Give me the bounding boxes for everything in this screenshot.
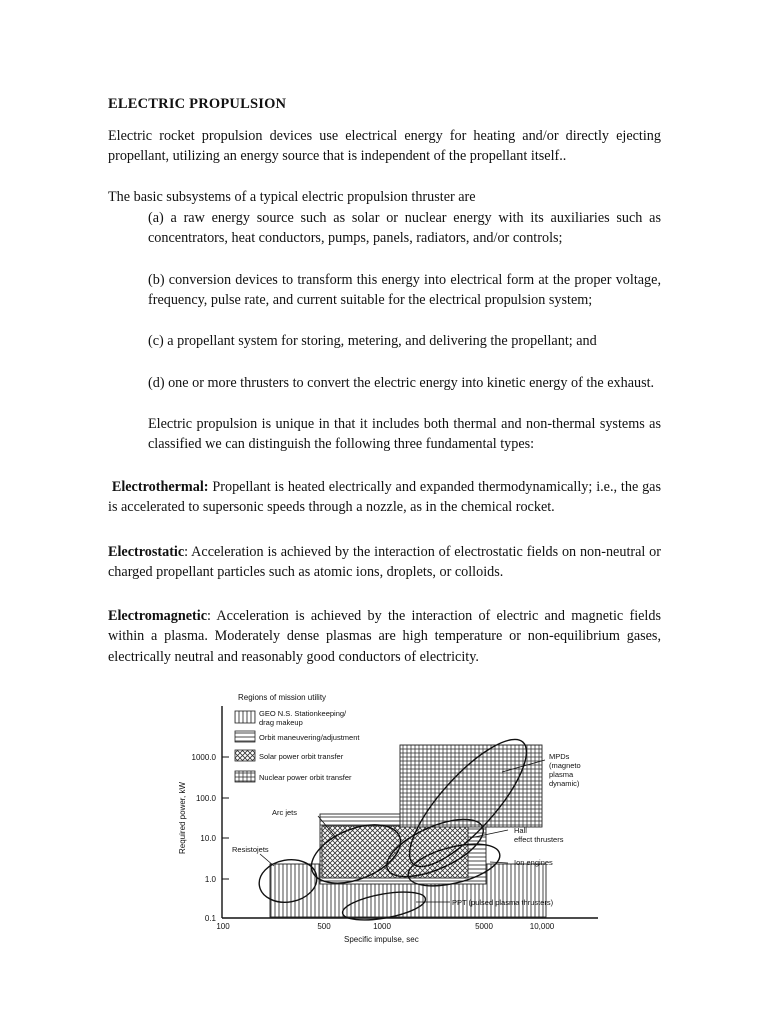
x-tick-label: 10,000 bbox=[529, 922, 555, 931]
label-resistojets: Resistojets bbox=[232, 845, 269, 854]
legend-orbit-maneuvering: Orbit maneuvering/adjustment bbox=[259, 733, 360, 742]
subsystems-intro: The basic subsystems of a typical electric propulsion thruster are bbox=[108, 189, 476, 205]
subsystem-item-c: (c) a propellant system for storing, metering, and delivering the propellant; and bbox=[148, 333, 597, 349]
label-ion: Ion engines bbox=[514, 858, 553, 867]
leader-line-ion bbox=[490, 862, 508, 863]
legend-nuclear-power: Nuclear power orbit transfer bbox=[259, 773, 352, 782]
legend-stationkeeping-2: drag makeup bbox=[259, 718, 303, 727]
label-hall-1: Hall bbox=[514, 826, 527, 835]
label-mpd-3: plasma bbox=[549, 770, 574, 779]
x-tick-label: 500 bbox=[317, 922, 331, 931]
y-tick-label: 100.0 bbox=[195, 794, 216, 803]
electrostatic-text: : Acceleration is achieved by the interaction of electrostatic fields on non-neutral or charged propellant particles such as atomic ions, droplets, or colloids. bbox=[108, 544, 661, 581]
subsystem-item-b: (b) conversion devices to transform this energy into electrical form at the proper voltage, frequency, pulse rate, and current suitable for the electrical propulsion system; bbox=[148, 272, 661, 309]
electrostatic-term: Electrostatic bbox=[108, 544, 185, 560]
classification-paragraph: Electric propulsion is unique in that it includes both thermal and non-thermal systems as classified we can distinguish the following three fundamental types: bbox=[148, 416, 661, 453]
label-mpd-1: MPDs bbox=[549, 752, 570, 761]
intro-paragraph: Electric rocket propulsion devices use electrical energy for heating and/or directly ejecting propellant, utilizing an energy source that is independent of the propellant itself.. bbox=[108, 128, 661, 165]
y-tick-label: 10.0 bbox=[200, 834, 216, 843]
region-solar-power bbox=[322, 826, 468, 878]
legend-title: Regions of mission utility bbox=[238, 693, 327, 702]
x-tick-label: 100 bbox=[216, 922, 230, 931]
page-title: ELECTRIC PROPULSION bbox=[108, 96, 287, 112]
legend-swatch-nuclear-power bbox=[235, 771, 255, 782]
legend-swatch-stationkeeping bbox=[235, 711, 255, 723]
label-mpd-4: dynamic) bbox=[549, 779, 580, 788]
label-ppt: PPT (pulsed plasma thrusters) bbox=[452, 898, 554, 907]
electrothermal-term: Electrothermal: bbox=[111, 479, 209, 495]
x-axis-title: Specific impulse, sec bbox=[344, 935, 419, 944]
electromagnetic-paragraph bbox=[108, 606, 661, 667]
legend-swatch-solar-power bbox=[235, 750, 255, 761]
subsystem-item-a: (a) a raw energy source such as solar or nuclear energy with its auxiliaries such as concentrators, heat conductors, pumps, panels, radiators, and/or controls; bbox=[148, 210, 661, 247]
x-tick-label: 5000 bbox=[475, 922, 493, 931]
legend-swatch-orbit-maneuvering bbox=[235, 731, 255, 742]
legend-stationkeeping-1: GEO N.S. Stationkeeping/ bbox=[259, 709, 347, 718]
electromagnetic-text: : Acceleration is achieved by the interaction of electric and magnetic fields within a plasma. Moderately dense plasmas are high temperature or non-equilibrium gases, electrically neutral and reasonably good conductors of electricity. bbox=[108, 608, 661, 665]
electrostatic-paragraph bbox=[108, 542, 661, 583]
electromagnetic-term: Electromagnetic bbox=[108, 608, 208, 624]
leader-line-resistojets bbox=[260, 854, 274, 866]
mission-utility-figure bbox=[170, 688, 610, 948]
label-arcjets: Arc jets bbox=[272, 808, 298, 817]
y-tick-label: 1000.0 bbox=[191, 753, 216, 762]
electrothermal-text: Propellant is heated electrically and expanded thermodynamically; i.e., the gas is accelerated to supersonic speeds through a nozzle, as in the chemical rocket. bbox=[108, 479, 662, 516]
label-hall-2: effect thrusters bbox=[514, 835, 564, 844]
region-nuclear-power bbox=[400, 745, 542, 827]
legend-solar-power: Solar power orbit transfer bbox=[259, 752, 344, 761]
electrothermal-paragraph bbox=[108, 477, 661, 518]
y-tick-label: 1.0 bbox=[204, 875, 216, 884]
label-mpd-2: (magneto bbox=[549, 761, 581, 770]
subsystem-item-d: (d) one or more thrusters to convert the electric energy into kinetic energy of the exhaust. bbox=[148, 375, 655, 391]
x-tick-label: 1000 bbox=[373, 922, 391, 931]
y-tick-label: 0.1 bbox=[204, 914, 216, 923]
y-axis-title: Required power, kW bbox=[178, 781, 187, 854]
figure-svg bbox=[170, 688, 610, 948]
